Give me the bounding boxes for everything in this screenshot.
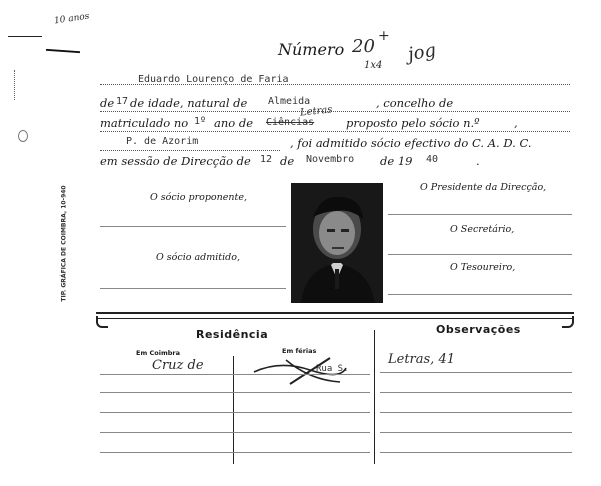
res-row-1: [100, 374, 370, 375]
member-month: Novembro: [306, 154, 355, 165]
member-course: Letras: [299, 104, 333, 119]
title-plus: +: [378, 28, 390, 44]
member-age: 17: [116, 96, 129, 107]
line2-suffix: proposto pelo sócio n.º: [346, 116, 480, 130]
sig-secretary-label: O Secretário,: [450, 224, 515, 235]
line2-mid: ano de: [214, 116, 254, 130]
sig-president-line: [388, 214, 572, 215]
res-row-2: [100, 392, 370, 393]
line3-suffix: , foi admitido sócio efectivo do C. A. D. C.: [290, 136, 532, 150]
strikeout-scribble: [250, 350, 350, 390]
printer-imprint: TIP. GRÁFICA DE COIMBRA, 10-940: [60, 185, 68, 302]
obs-row-1: [380, 372, 572, 373]
sig-secretary-line: [388, 254, 572, 255]
binder-hole-mark: [18, 130, 28, 142]
obs-row-4: [380, 432, 572, 433]
line1-suffix: , concelho de: [376, 96, 454, 110]
observations-col-divider: [374, 330, 375, 464]
sig-admitted-line: [100, 288, 286, 289]
sig-president-label: O Presidente da Direcção,: [420, 182, 547, 193]
sig-proponent-label: O sócio proponente,: [150, 192, 247, 203]
member-name: Eduardo Lourenço de Faria: [138, 74, 289, 85]
binder-mark: [14, 70, 19, 100]
line1-mid: de idade, natural de: [130, 96, 248, 110]
res-row-5: [100, 452, 370, 453]
line1-prefix: de: [100, 96, 115, 110]
line2-prefix: matriculado no: [100, 116, 189, 130]
res-row-3: [100, 412, 370, 413]
observations-note: Letras, 41: [388, 352, 455, 367]
section-divider: [96, 312, 574, 319]
sig-proponent-line: [100, 226, 286, 227]
residence-coimbra-value: Cruz de: [152, 358, 204, 373]
observations-heading: Observações: [436, 323, 521, 336]
residence-heading: Residência: [196, 328, 269, 341]
divider-ornament-left: [96, 316, 108, 328]
margin-mark: [8, 36, 42, 37]
divider-ornament-right: [562, 316, 574, 328]
title-label: Número: [278, 40, 345, 59]
residence-holidays-value: Rua S.: [316, 364, 349, 374]
line3-rule: [100, 150, 280, 151]
sig-treasurer-line: [388, 294, 572, 295]
margin-note: 10 anos: [53, 11, 91, 27]
line4-mid2: de 19: [380, 154, 413, 168]
member-year-short: 40: [426, 154, 439, 165]
title-code: jog: [406, 39, 438, 66]
member-course-struck: Ciências: [266, 117, 315, 128]
obs-row-3: [380, 412, 572, 413]
title-sub: 1x4: [364, 60, 383, 71]
margin-mark-2: [46, 49, 80, 53]
obs-row-5: [380, 452, 572, 453]
member-day: 12: [260, 154, 273, 165]
member-year: 1º: [194, 116, 207, 127]
res-row-4: [100, 432, 370, 433]
residence-coimbra-label: Em Coimbra: [136, 349, 180, 357]
portrait-image: [291, 183, 383, 303]
obs-row-2: [380, 392, 572, 393]
sig-admitted-label: O sócio admitido,: [156, 252, 240, 263]
member-proposer: P. de Azorim: [126, 136, 199, 147]
line4-mid: de: [280, 154, 295, 168]
member-birthplace: Almeida: [268, 96, 311, 107]
line4-period: .: [476, 154, 480, 168]
residence-col-divider: [233, 356, 234, 464]
title-number: 20: [352, 36, 375, 57]
member-photo: [291, 183, 383, 303]
sig-treasurer-label: O Tesoureiro,: [450, 262, 516, 273]
residence-holidays-label: Em férias: [282, 347, 317, 355]
line2-rule: [100, 131, 570, 132]
line4-prefix: em sessão de Direcção de: [100, 154, 251, 168]
line2-comma: ,: [514, 116, 518, 130]
line1-rule: [100, 111, 570, 112]
